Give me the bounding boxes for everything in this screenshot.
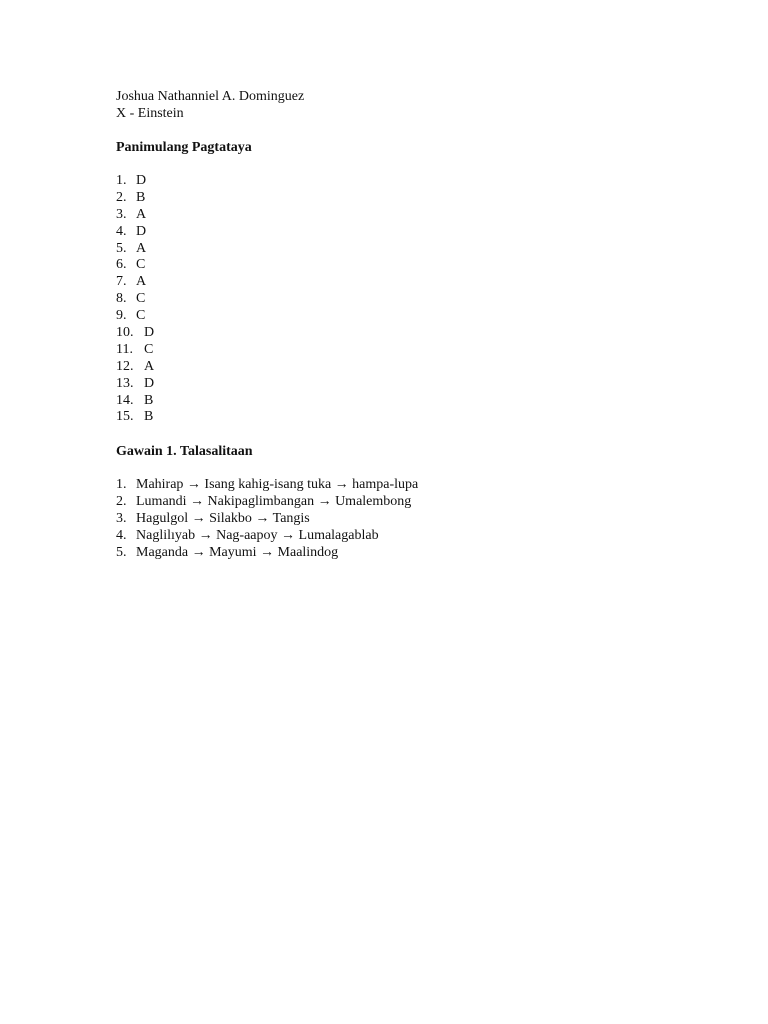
- answer-number: 5.: [116, 240, 127, 256]
- answer-number: 10.: [116, 325, 134, 341]
- answer-number: 4.: [116, 223, 127, 239]
- answer-number: 3.: [116, 206, 127, 222]
- answer-item: [116, 173, 676, 190]
- vocabulary-number: 4.: [116, 528, 127, 544]
- answer-number: 14.: [116, 392, 134, 408]
- answer-number: 1.: [116, 173, 127, 188]
- answer-list: [116, 173, 676, 426]
- spacer: [116, 426, 676, 443]
- spacer: [116, 122, 676, 139]
- vocabulary-item: [116, 528, 676, 545]
- vocabulary-number: 2.: [116, 494, 127, 510]
- answer-letter: A: [136, 240, 147, 256]
- vocabulary-item: [116, 494, 676, 511]
- vocabulary-item: [116, 477, 676, 494]
- document-content: [116, 88, 676, 562]
- answer-item: [116, 241, 676, 258]
- vocabulary-item: [116, 511, 676, 528]
- answer-item: [116, 291, 676, 308]
- answer-item: [116, 274, 676, 291]
- answer-letter: C: [136, 257, 146, 273]
- answer-item: [116, 376, 676, 393]
- answer-letter: C: [136, 291, 146, 307]
- answer-letter: B: [144, 392, 154, 408]
- vocabulary-text: Mahirap → Isang kahig-isang tuka → hampa-lupa: [136, 477, 419, 493]
- vocabulary-list: [116, 477, 676, 561]
- vocabulary-number: 5.: [116, 544, 127, 560]
- answer-item: [116, 393, 676, 410]
- student-name: Joshua Nathanniel A. Dominguez: [116, 89, 305, 104]
- answer-letter: B: [136, 189, 146, 205]
- answer-item: [116, 207, 676, 224]
- answer-letter: C: [136, 308, 146, 324]
- answer-number: 13.: [116, 375, 134, 391]
- vocabulary-text: Naglilıyab → Nag-aapoy → Lumalagablab: [136, 528, 379, 544]
- answer-letter: D: [144, 325, 155, 341]
- answer-item: [116, 308, 676, 325]
- vocabulary-item: [116, 545, 676, 562]
- answer-item: [116, 342, 676, 359]
- answer-item: [116, 190, 676, 207]
- answer-number: 15.: [116, 409, 134, 425]
- answer-number: 2.: [116, 189, 127, 205]
- answer-number: 11.: [116, 341, 133, 357]
- spacer: [116, 460, 676, 477]
- answer-item: [116, 325, 676, 342]
- student-section: X - Einstein: [116, 106, 184, 121]
- answer-letter: A: [136, 274, 147, 290]
- answer-letter: D: [136, 223, 147, 239]
- answer-letter: C: [144, 341, 154, 357]
- answer-letter: D: [136, 173, 147, 188]
- answer-item: [116, 359, 676, 376]
- vocabulary-text: Hagulgol → Silakbo → Tangis: [136, 511, 310, 527]
- answer-number: 6.: [116, 257, 127, 273]
- vocabulary-number: 3.: [116, 511, 127, 527]
- answer-letter: A: [144, 358, 155, 374]
- vocabulary-text: Lumandi → Nakipaglimbangan → Umalembong: [136, 494, 412, 510]
- section-title-gawain-1: Gawain 1. Talasalitaan: [116, 444, 253, 460]
- answer-number: 9.: [116, 308, 127, 324]
- vocabulary-number: 1.: [116, 477, 127, 493]
- vocabulary-text: Maganda → Mayumi → Maalindog: [136, 544, 339, 560]
- answer-number: 7.: [116, 274, 127, 290]
- section-title-panimulang-pagtataya: Panimulang Pagtataya: [116, 140, 252, 155]
- answer-number: 8.: [116, 291, 127, 307]
- answer-letter: D: [144, 375, 155, 391]
- answer-item: [116, 224, 676, 241]
- answer-item: [116, 409, 676, 426]
- answer-item: [116, 257, 676, 274]
- answer-letter: A: [136, 206, 147, 222]
- answer-number: 12.: [116, 358, 134, 374]
- answer-letter: B: [144, 409, 154, 425]
- spacer: [116, 156, 676, 173]
